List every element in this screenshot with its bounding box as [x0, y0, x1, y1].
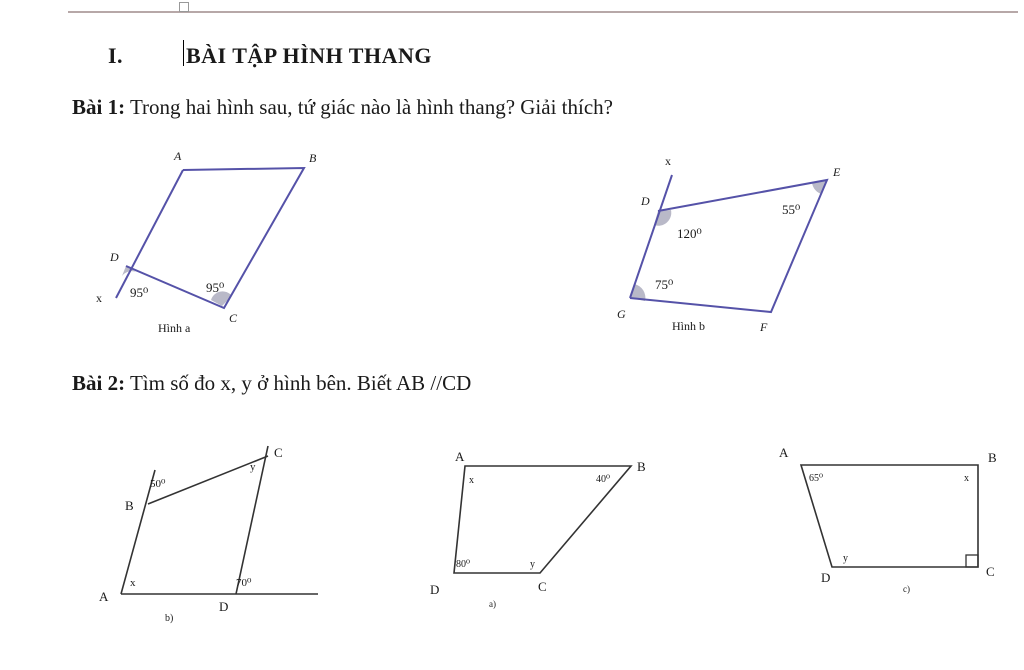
figure2-b-angle-a-value: x: [130, 577, 136, 589]
figure2-a-label-d: D: [430, 582, 440, 597]
figure2-c-label-b: B: [988, 450, 997, 465]
figure2-a-label-c: C: [538, 579, 547, 594]
figure2-c-label-a: A: [779, 445, 789, 460]
figure-b: [617, 154, 841, 334]
figure-b-label-d: D: [641, 194, 650, 208]
exercise-1-label: Bài 1:: [72, 95, 126, 119]
figure2-b-label-a: A: [99, 589, 109, 604]
figure2-c-caption: c): [903, 584, 910, 594]
exercise-1-text: Trong hai hình sau, tứ giác nào là hình thang? Giải thích?: [125, 95, 613, 119]
figure2-b-caption: b): [165, 613, 174, 624]
figure-a-angle-d-value: 95⁰: [130, 285, 149, 300]
figure2-c-trapezoid: [801, 465, 978, 567]
figure-a-ray-ad: [116, 170, 183, 298]
figure2-c-label-d: D: [821, 570, 831, 585]
figure2-c-angle-d-value: y: [843, 553, 848, 564]
figure2-a-caption: a): [489, 599, 496, 609]
figure-b-label-g: G: [617, 307, 626, 321]
figure2-c-angle-a-value: 65⁰: [809, 473, 824, 484]
figure-b-angle-d-value: 120⁰: [677, 226, 702, 241]
figure2-a-angle-c-value: y: [530, 559, 535, 570]
figure2-b-label-b: B: [125, 498, 134, 513]
figure-b-caption: Hình b: [672, 319, 705, 333]
figure-b-angle-e-value: 55⁰: [782, 202, 801, 217]
figure2-a-angle-a-value: x: [469, 475, 474, 486]
figure2-a-angle-b-value: 40⁰: [596, 474, 611, 485]
figure2-a-label-a: A: [455, 449, 465, 464]
section-number: I.: [108, 43, 124, 68]
figure-b-label-f: F: [760, 320, 768, 334]
exercise-2-label: Bài 2:: [72, 371, 126, 395]
figure-a-label-a: A: [174, 149, 182, 163]
figure-a: [96, 149, 317, 335]
figure2-c-label-c: C: [986, 564, 995, 579]
figure2-b-label-d: D: [219, 599, 229, 614]
figure2-b-angle-b-value: 50⁰: [150, 478, 166, 490]
figure-b-label-e: E: [833, 165, 841, 179]
figure2-b: [99, 445, 318, 624]
figure2-b-label-c: C: [274, 445, 283, 460]
figure-b-label-x: x: [665, 154, 671, 168]
section-title: BÀI TẬP HÌNH THANG: [186, 43, 432, 68]
figure-a-label-d: D: [110, 250, 119, 264]
figure-a-angle-c-value: 95⁰: [206, 280, 225, 295]
figure2-c: [779, 445, 997, 594]
figure2-a-label-b: B: [637, 459, 646, 474]
figure-b-angle-g-value: 75⁰: [655, 277, 674, 292]
figure-a-label-b: B: [309, 151, 317, 165]
exercise-2-text: Tìm số đo x, y ở hình bên. Biết AB //CD: [125, 371, 472, 395]
figure2-b-angle-c-value: y: [250, 461, 256, 473]
figure-a-caption: Hình a: [158, 321, 191, 335]
figure2-b-angle-d-value: 70⁰: [236, 577, 252, 589]
figure-a-label-c: C: [229, 311, 238, 325]
figure2-c-right-angle-mark: [966, 555, 978, 567]
figure-a-label-x: x: [96, 291, 102, 305]
figure2-c-angle-b-value: x: [964, 473, 969, 484]
figure2-a-angle-d-value: 80⁰: [456, 559, 471, 570]
figure-b-sides: [630, 180, 827, 312]
figure2-a: [430, 449, 646, 609]
